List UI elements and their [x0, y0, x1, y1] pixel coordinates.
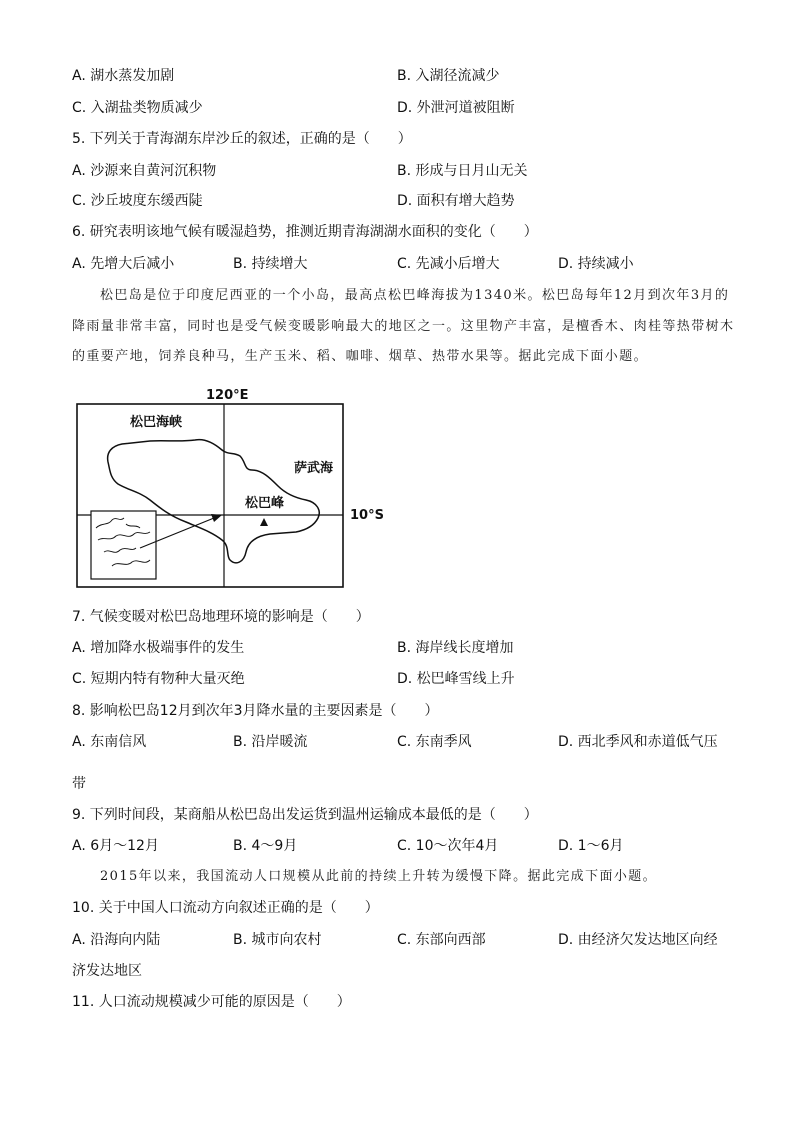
q10-option-d: D. 由经济欠发达地区向经	[558, 932, 718, 948]
q7-options-row-1	[0, 639, 794, 657]
q6-options-row	[0, 255, 794, 273]
q5-options-row-1	[0, 162, 794, 180]
q6-option-b: B. 持续增大	[233, 256, 308, 272]
q8-option-d-wrap-line	[0, 775, 794, 793]
q8-stem	[0, 702, 794, 720]
q8-option-d-wrap: 带	[72, 776, 86, 792]
q5-option-b: B. 形成与日月山无关	[397, 163, 528, 179]
q10-option-d-wrap-line	[0, 962, 794, 980]
q9-option-d: D. 1～6月	[558, 838, 624, 854]
q8-option-d: D. 西北季风和赤道低气压	[558, 734, 718, 750]
q6-stem-text: 6. 研究表明该地气候有暖湿趋势，推测近期青海湖湖水面积的变化（ ）	[72, 224, 538, 240]
q7-option-c: C. 短期内特有物种大量灭绝	[72, 671, 245, 687]
q7-options-row-2	[0, 670, 794, 688]
q10-options-row	[0, 931, 794, 949]
q7-option-a: A. 增加降水极端事件的发生	[72, 640, 245, 656]
q9-stem-text: 9. 下列时间段，某商船从松巴岛出发运货到温州运输成本最低的是（ ）	[72, 807, 538, 823]
q10-option-c: C. 东部向西部	[397, 932, 486, 948]
q9-option-a: A. 6月～12月	[72, 838, 159, 854]
q10-stem-text: 10. 关于中国人口流动方向叙述正确的是（ ）	[72, 900, 379, 916]
passage1-line-2: 降雨量非常丰富，同时也是受气候变暖影响最大的地区之一。这里物产丰富，是檀香木、肉桂等热带树木	[72, 319, 735, 334]
q7-option-b: B. 海岸线长度增加	[397, 640, 514, 656]
q11-stem-text: 11. 人口流动规模减少可能的原因是（ ）	[72, 994, 351, 1010]
q5-stem-text: 5. 下列关于青海湖东岸沙丘的叙述，正确的是（ ）	[72, 131, 412, 147]
q8-stem-text: 8. 影响松巴岛12月到次年3月降水量的主要因素是（ ）	[72, 703, 439, 719]
q6-option-d: D. 持续减小	[558, 256, 634, 272]
q4-option-b: B. 入湖径流减少	[397, 68, 500, 84]
q9-stem	[0, 806, 794, 824]
q10-stem	[0, 899, 794, 917]
q10-option-d-wrap: 济发达地区	[72, 963, 142, 979]
q10-option-a: A. 沿海向内陆	[72, 932, 161, 948]
peak-label: 松巴峰	[245, 496, 285, 511]
q4-option-a: A. 湖水蒸发加剧	[72, 68, 175, 84]
meridian-label: 120°E	[206, 388, 249, 403]
q4-option-d: D. 外泄河道被阻断	[397, 100, 515, 116]
q8-option-b: B. 沿岸暖流	[233, 734, 308, 750]
q5-option-a: A. 沙源来自黄河沉积物	[72, 163, 217, 179]
q4-option-c: C. 入湖盐类物质减少	[72, 100, 203, 116]
parallel-label: 10°S	[350, 508, 384, 523]
q9-option-b: B. 4～9月	[233, 838, 298, 854]
q7-option-d: D. 松巴峰雪线上升	[397, 671, 515, 687]
q6-stem	[0, 223, 794, 241]
q5-option-c: C. 沙丘坡度东缓西陡	[72, 193, 203, 209]
q5-option-d: D. 面积有增大趋势	[397, 193, 515, 209]
q5-stem	[0, 130, 794, 148]
q8-option-a: A. 东南信风	[72, 734, 147, 750]
q10-option-b: B. 城市向农村	[233, 932, 322, 948]
q4-options-row-1	[0, 67, 794, 85]
q7-stem	[0, 608, 794, 626]
passage2-text: 2015年以来，我国流动人口规模从此前的持续上升转为缓慢下降。据此完成下面小题。	[100, 869, 658, 884]
q11-stem	[0, 993, 794, 1011]
q8-option-c: C. 东南季风	[397, 734, 472, 750]
strait-label: 松巴海峡	[130, 415, 183, 430]
q9-option-c: C. 10～次年4月	[397, 838, 499, 854]
sumba-island-map	[60, 380, 400, 595]
q4-options-row-2	[0, 99, 794, 117]
passage1-line-1: 松巴岛是位于印度尼西亚的一个小岛，最高点松巴峰海拔为1340米。松巴岛每年12月到次年3月的	[100, 288, 730, 303]
sea-label: 萨武海	[294, 461, 334, 476]
q6-option-c: C. 先减小后增大	[397, 256, 500, 272]
q5-options-row-2	[0, 192, 794, 210]
q8-options-row	[0, 733, 794, 751]
q6-option-a: A. 先增大后减小	[72, 256, 175, 272]
q7-stem-text: 7. 气候变暖对松巴岛地理环境的影响是（ ）	[72, 609, 370, 625]
passage1-line-3: 的重要产地，饲养良种马，生产玉米、稻、咖啡、烟草、热带水果等。据此完成下面小题。	[72, 349, 649, 364]
locator-arrow-head	[211, 514, 222, 522]
q9-options-row	[0, 837, 794, 855]
peak-triangle-icon	[260, 518, 268, 526]
